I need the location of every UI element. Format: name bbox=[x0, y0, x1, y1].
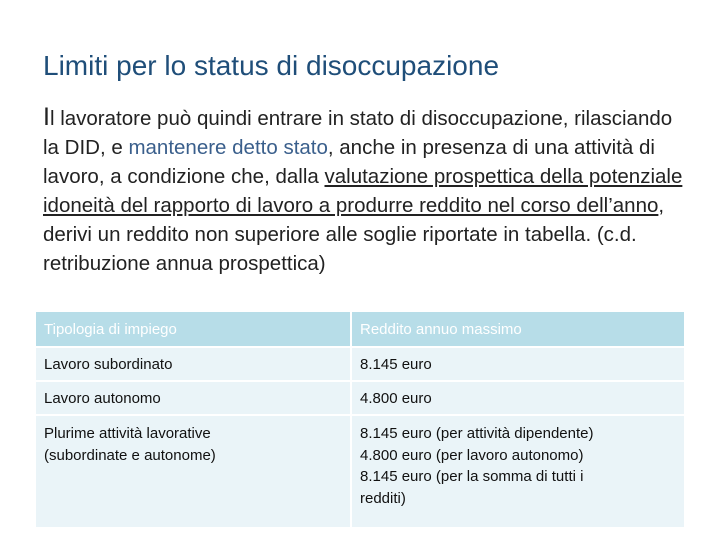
slide-title: Limiti per lo status di disoccupazione bbox=[43, 50, 500, 81]
paragraph-text-part-2: , anche in presenza di una attività di lavoro, a condizione che, dalla bbox=[43, 136, 655, 188]
body-paragraph bbox=[43, 103, 693, 278]
cell-line: 8.145 euro (per la somma di tutti i bbox=[360, 468, 584, 485]
cell-line: 4.800 euro (per lavoro autonomo) bbox=[360, 446, 584, 464]
table-row bbox=[36, 382, 684, 416]
header-employment-type: Tipologia di impiego bbox=[36, 312, 350, 348]
cell-line: Lavoro autonomo bbox=[44, 389, 161, 407]
income-limits-table bbox=[36, 312, 684, 529]
cell-employment-type bbox=[36, 416, 350, 529]
paragraph-lead-letter: I bbox=[43, 103, 50, 131]
cell-max-income bbox=[350, 382, 684, 416]
cell-max-income bbox=[350, 416, 684, 529]
cell-line: 4.800 euro bbox=[360, 389, 432, 407]
paragraph-underlined-text: valutazione prospettica della potenziale idoneità del rapporto di lavoro a produrre reddito nel corso dell’anno bbox=[43, 165, 683, 217]
paragraph-text-part-3: , derivi un reddito non superiore alle soglie riportate in tabella. (c.d. retribuzione annua prospettica) bbox=[43, 194, 665, 275]
cell-employment-type bbox=[36, 382, 350, 416]
table-row bbox=[36, 416, 684, 529]
cell-line: redditi) bbox=[360, 489, 406, 507]
cell-employment-type bbox=[36, 348, 350, 382]
paragraph-text-part-1: l lavoratore può quindi entrare in stato di disoccupazione, rilasciando la DID, e bbox=[43, 107, 673, 159]
cell-line: (subordinate e autonome) bbox=[44, 446, 216, 464]
cell-line: 8.145 euro (per attività dipendente) bbox=[360, 425, 594, 442]
cell-line: Lavoro subordinato bbox=[44, 355, 173, 373]
cell-max-income bbox=[350, 348, 684, 382]
header-max-annual-income: Reddito annuo massimo bbox=[350, 312, 684, 348]
paragraph-highlight: mantenere detto stato bbox=[128, 136, 328, 159]
cell-line: Plurime attività lavorative bbox=[44, 425, 211, 442]
cell-line: 8.145 euro bbox=[360, 355, 432, 373]
table-header-row bbox=[36, 312, 684, 348]
table-row bbox=[36, 348, 684, 382]
